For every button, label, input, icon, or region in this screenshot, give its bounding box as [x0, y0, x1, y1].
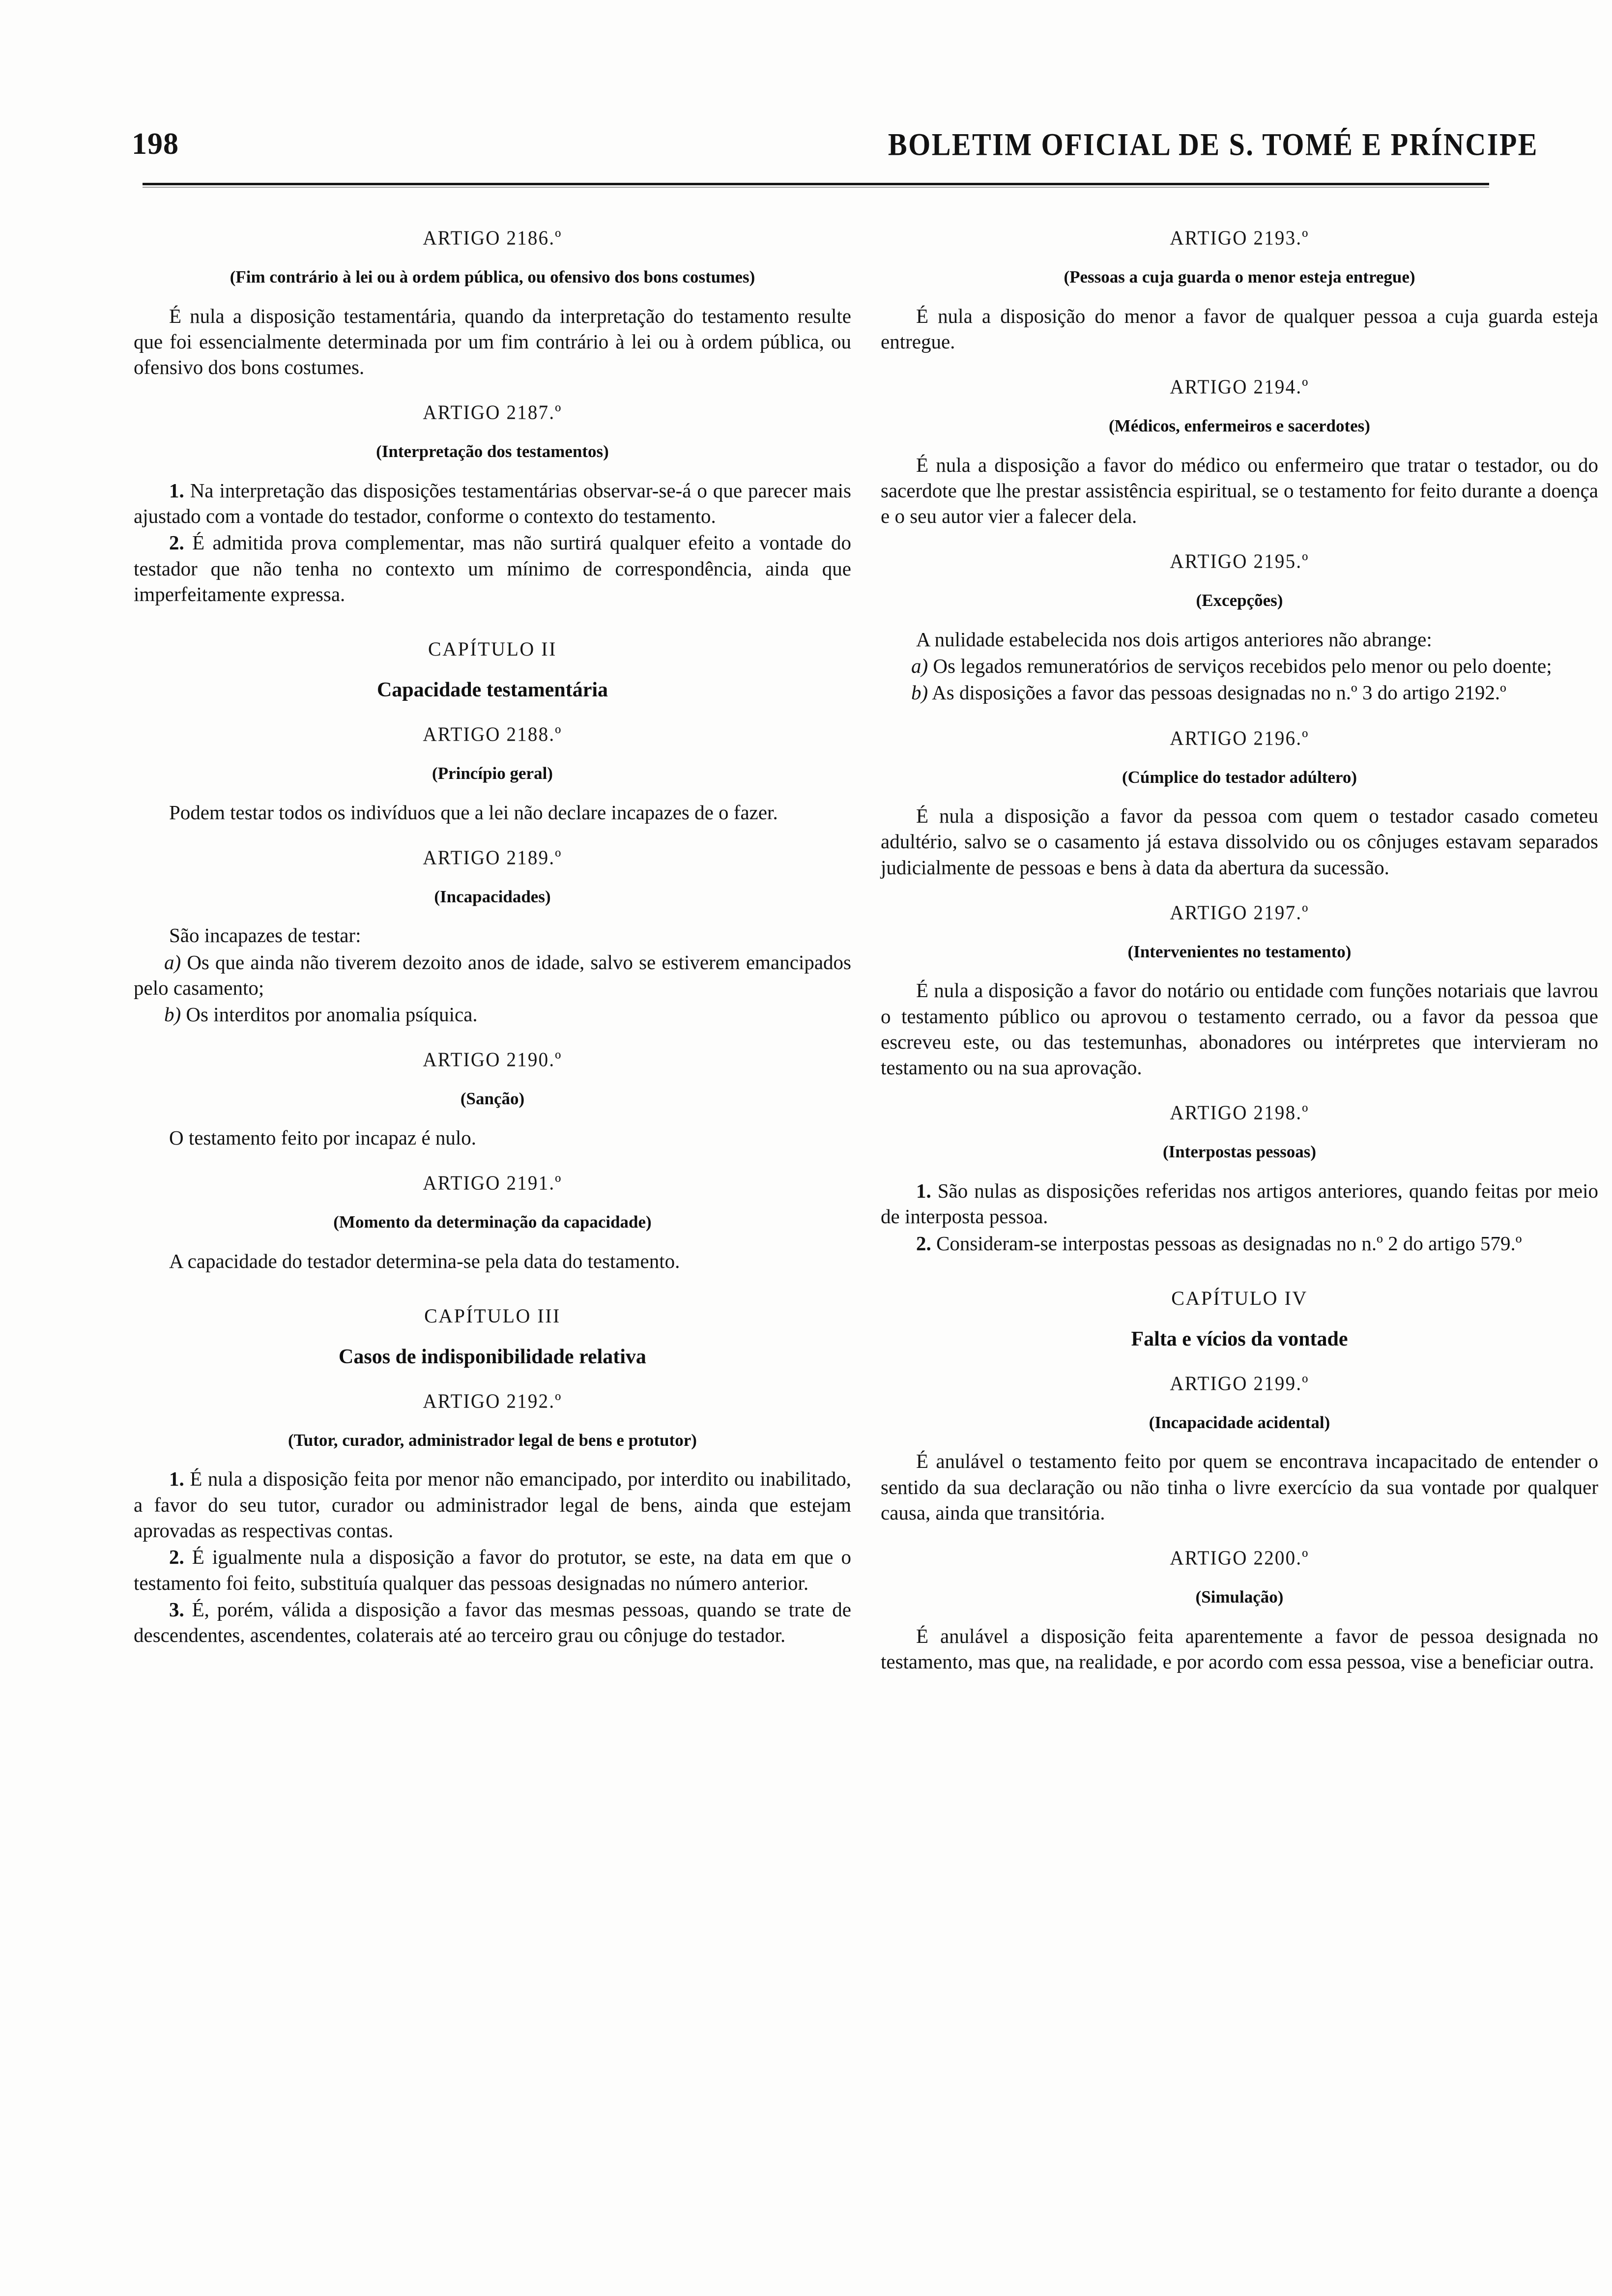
- artigo-2191-text: A capacidade do testador determina-se pela data do testamento.: [169, 1249, 680, 1272]
- left-column: [134, 205, 851, 1674]
- artigo-2192-item-3: [134, 1597, 851, 1648]
- item-text: Na interpretação das disposições testamentárias observar-se-á o que parecer mais ajustado com a vontade do testador, conforme o contexto do testamento.: [134, 479, 851, 528]
- artigo-2198-heading: ARTIGO 2198.º: [1170, 1102, 1309, 1124]
- artigo-2191-heading: ARTIGO 2191.º: [423, 1172, 562, 1195]
- artigo-2199-epigraph: (Incapacidade acidental): [1149, 1412, 1330, 1432]
- item-text: São nulas as disposições referidas nos artigos anteriores, quando feitas por meio de interposta pessoa.: [881, 1179, 1598, 1228]
- artigo-2199-text: É anulável o testamento feito por quem se encontrava incapacitado de entender o sentido da sua declaração ou não tinha o livre exercício da sua vontade por qualquer causa, ainda que transitória.: [881, 1450, 1598, 1524]
- artigo-2196-epigraph: (Cúmplice do testador adúltero): [1122, 767, 1357, 787]
- capitulo-iv-label: CAPÍTULO IV: [1171, 1287, 1308, 1309]
- artigo-2189-alinea-b: [134, 1002, 851, 1027]
- body-columns: [0, 205, 1612, 1674]
- artigo-2198-epigraph: (Interpostas pessoas): [1162, 1142, 1317, 1162]
- artigo-2195-alinea-b: [881, 680, 1598, 705]
- item-number: 1.: [169, 479, 184, 502]
- alinea-text: Os legados remuneratórios de serviços recebidos pelo menor ou pelo doente;: [928, 655, 1552, 678]
- item-number: 2.: [916, 1232, 931, 1255]
- artigo-2189-epigraph: (Incapacidades): [434, 887, 551, 906]
- artigo-2190-text: O testamento feito por incapaz é nulo.: [169, 1126, 477, 1149]
- page-number: 198: [132, 127, 179, 161]
- artigo-2191-epigraph: (Momento da determinação da capacidade): [333, 1212, 652, 1232]
- artigo-2195-lead: A nulidade estabelecida nos dois artigos anteriores não abrange:: [916, 628, 1432, 651]
- artigo-2200-heading: ARTIGO 2200.º: [1170, 1547, 1309, 1570]
- artigo-2192-item-1: [134, 1466, 851, 1543]
- artigo-2190-heading: ARTIGO 2190.º: [423, 1049, 562, 1071]
- alinea-text: Os que ainda não tiverem dezoito anos de idade, salvo se estiverem emancipados pelo casamento;: [134, 950, 851, 999]
- artigo-2196-heading: ARTIGO 2196.º: [1170, 727, 1309, 749]
- masthead-rule: [143, 183, 1489, 185]
- artigo-2187-item-2: [134, 530, 851, 607]
- artigo-2193-heading: ARTIGO 2193.º: [1170, 227, 1309, 250]
- item-number: 2.: [169, 1546, 184, 1569]
- item-number: 3.: [169, 1598, 184, 1621]
- artigo-2195-alinea-a: [881, 653, 1598, 679]
- artigo-2188-text: Podem testar todos os indivíduos que a lei não declare incapazes de o fazer.: [169, 801, 778, 824]
- item-number: 1.: [916, 1179, 931, 1202]
- artigo-2189-alinea-a: [134, 949, 851, 1001]
- artigo-2189-heading: ARTIGO 2189.º: [423, 846, 562, 869]
- artigo-2188-epigraph: (Princípio geral): [432, 764, 553, 783]
- artigo-2196-text: É nula a disposição a favor da pessoa com quem o testador casado cometeu adultério, salvo se o casamento já estava dissolvido ou os cônjuges estavam separados judicialmente de pessoas e bens à data da abertura da sucessão.: [881, 804, 1598, 879]
- artigo-2187-item-1: [134, 478, 851, 529]
- artigo-2189-lead: São incapazes de testar:: [169, 924, 361, 947]
- capitulo-iv-title: Falta e vícios da vontade: [1131, 1327, 1348, 1350]
- item-text: É igualmente nula a disposição a favor do protutor, se este, na data em que o testamento foi feito, substituía qualquer das pessoas designadas no número anterior.: [134, 1546, 851, 1594]
- artigo-2198-item-2: [881, 1231, 1598, 1256]
- artigo-2193-epigraph: (Pessoas a cuja guarda o menor esteja entregue): [1064, 267, 1415, 287]
- right-column: [881, 205, 1598, 1674]
- item-text: É admitida prova complementar, mas não surtirá qualquer efeito a vontade do testador que não tenha no contexto um mínimo de correspondência, ainda que imperfeitamente expressa.: [134, 531, 851, 605]
- alinea-letter: a): [164, 950, 181, 974]
- item-text: É, porém, válida a disposição a favor das mesmas pessoas, quando se trate de descendentes, ascendentes, colaterais até ao terceiro grau ou cônjuge do testador.: [134, 1598, 851, 1647]
- publication-title: BOLETIM OFICIAL DE S. TOMÉ E PRÍNCIPE: [888, 126, 1538, 162]
- artigo-2195-epigraph: (Excepções): [1196, 591, 1283, 610]
- artigo-2197-epigraph: (Intervenientes no testamento): [1127, 942, 1352, 961]
- artigo-2187-epigraph: (Interpretação dos testamentos): [376, 442, 609, 461]
- artigo-2193-text: É nula a disposição do menor a favor de qualquer pessoa a cuja guarda esteja entregue.: [881, 304, 1598, 353]
- artigo-2186-epigraph: (Fim contrário à lei ou à ordem pública, ou ofensivo dos bons costumes): [230, 267, 755, 287]
- item-number: 1.: [169, 1467, 184, 1491]
- alinea-letter: b): [164, 1003, 181, 1026]
- artigo-2188-heading: ARTIGO 2188.º: [423, 723, 562, 746]
- masthead-rule-secondary: [143, 187, 1489, 188]
- artigo-2187-heading: ARTIGO 2187.º: [423, 402, 562, 424]
- capitulo-ii-label: CAPÍTULO II: [428, 638, 557, 660]
- artigo-2200-epigraph: (Simulação): [1195, 1587, 1284, 1607]
- artigo-2197-text: É nula a disposição a favor do notário ou entidade com funções notariais que lavrou o testamento público ou aprovou o testamento cerrado, ou a favor da pessoa que escreveu este, ou das testemunhas, abonadores ou intérpretes que intervieram no testamento ou na sua aprovação.: [881, 979, 1598, 1079]
- artigo-2190-epigraph: (Sanção): [460, 1089, 525, 1109]
- artigo-2192-epigraph: (Tutor, curador, administrador legal de bens e protutor): [288, 1430, 697, 1450]
- artigo-2194-epigraph: (Médicos, enfermeiros e sacerdotes): [1109, 416, 1370, 436]
- artigo-2194-text: É nula a disposição a favor do médico ou enfermeiro que tratar o testador, ou do sacerdote que lhe prestar assistência espiritual, se o testamento for feito durante a doença e o seu autor vier a falecer dela.: [881, 453, 1598, 528]
- capitulo-ii-title: Capacidade testamentária: [376, 679, 608, 702]
- artigo-2192-heading: ARTIGO 2192.º: [423, 1390, 562, 1413]
- alinea-letter: b): [911, 681, 928, 704]
- item-text: É nula a disposição feita por menor não emancipado, por interdito ou inabilitado, a favor do seu tutor, curador ou administrador legal de bens, ainda que estejam aprovadas as respectivas contas.: [134, 1467, 851, 1542]
- capitulo-iii-title: Casos de indisponibilidade relativa: [339, 1345, 646, 1368]
- alinea-text: Os interditos por anomalia psíquica.: [181, 1003, 478, 1026]
- artigo-2186-text: É nula a disposição testamentária, quando da interpretação do testamento resulte que foi essencialmente determinada por um fim contrário à lei ou à ordem pública, ou ofensivo dos bons costumes.: [134, 304, 851, 379]
- artigo-2198-item-1: [881, 1178, 1598, 1230]
- artigo-2195-heading: ARTIGO 2195.º: [1170, 550, 1309, 573]
- artigo-2197-heading: ARTIGO 2197.º: [1170, 901, 1309, 924]
- alinea-text: As disposições a favor das pessoas designadas no n.º 3 do artigo 2192.º: [928, 681, 1506, 704]
- capitulo-iii-label: CAPÍTULO III: [424, 1304, 561, 1327]
- item-number: 2.: [169, 531, 184, 554]
- artigo-2192-item-2: [134, 1544, 851, 1596]
- artigo-2199-heading: ARTIGO 2199.º: [1170, 1372, 1309, 1395]
- artigo-2186-heading: ARTIGO 2186.º: [423, 227, 562, 250]
- page-masthead: [0, 122, 1612, 176]
- artigo-2200-text: É anulável a disposição feita aparentemente a favor de pessoa designada no testamento, mas que, na realidade, e por acordo com essa pessoa, vise a beneficiar outra.: [881, 1624, 1598, 1673]
- item-text: Consideram-se interpostas pessoas as designadas no n.º 2 do artigo 579.º: [931, 1232, 1522, 1255]
- alinea-letter: a): [911, 655, 928, 678]
- artigo-2194-heading: ARTIGO 2194.º: [1170, 375, 1309, 399]
